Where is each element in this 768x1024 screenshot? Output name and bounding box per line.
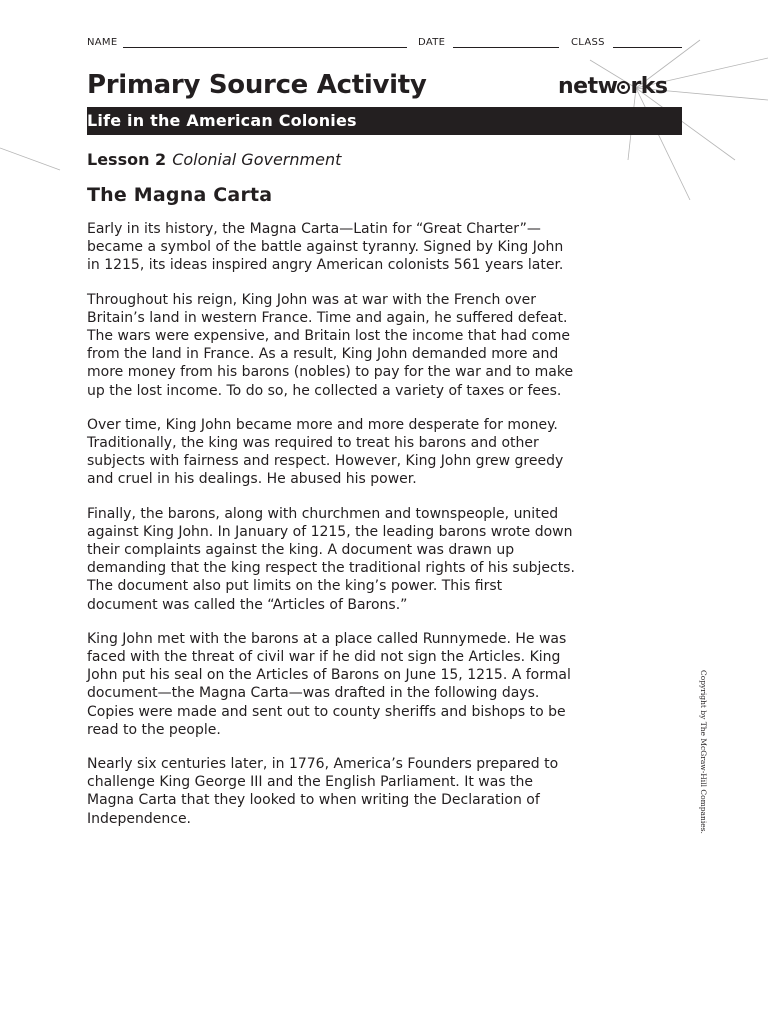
starburst-decoration	[0, 0, 768, 200]
copyright-notice: Copyright by The McGraw-Hill Companies.	[699, 670, 708, 834]
paragraph-3: Over time, King John became more and more desperate for money. Traditionally, the king was required to treat his barons and other subjects with fairness and respect. However, King John grew greedy and cruel in his dealings. He abused his power.	[87, 416, 564, 488]
logo-text-end: rks	[630, 74, 668, 99]
name-field-line[interactable]	[123, 47, 407, 48]
class-label: CLASS	[571, 37, 605, 48]
paragraph-2: Throughout his reign, King John was at war with the French over Britain’s land in western France. Time and again, he suffered defeat. The wars were expensive, and Britain lost the income that had come from the land in France. As a result, King John demanded more and more money from his barons (nobles) to pay for the war and to make up the lost income. To do so, he collected a variety of taxes or fees.	[87, 291, 574, 399]
lesson-name: Colonial Government	[172, 150, 342, 169]
article-body	[87, 220, 577, 844]
paragraph-6: Nearly six centuries later, in 1776, America’s Founders prepared to challenge King George III and the English Parliament. It was the Magna Carta that they looked to when writing the Declaration of Independence.	[87, 756, 559, 827]
networks-logo	[558, 74, 668, 99]
student-info-bar	[87, 37, 682, 53]
logo-target-icon	[617, 81, 630, 94]
date-field-line[interactable]	[453, 47, 559, 48]
page-title: Primary Source Activity	[87, 70, 427, 100]
lesson-number: Lesson 2	[87, 150, 167, 169]
section-heading: The Magna Carta	[87, 184, 273, 206]
date-label: DATE	[418, 37, 446, 48]
paragraph-5: King John met with the barons at a place called Runnymede. He was faced with the threat of civil war if he did not sign the Articles. King John put his seal on the Articles of Barons on June 15, 1215. A formal document—the Magna Carta—was drafted in the following days. Copies were made and sent out to county sheriffs and bishops to be read to the people.	[87, 630, 571, 738]
unit-title: Life in the American Colonies	[87, 111, 357, 130]
paragraph-4: Finally, the barons, along with churchmen and townspeople, united against King John. In January of 1215, the leading barons wrote down their complaints against the king. A document was drawn up demanding that the king respect the traditional rights of his subjects. The document also put limits on the king’s power. This first document was called the “Articles of Barons.”	[87, 505, 575, 613]
lesson-title	[87, 150, 341, 169]
class-field-line[interactable]	[613, 47, 682, 48]
paragraph-1: Early in its history, the Magna Carta—Latin for “Great Charter”—became a symbol of the battle against tyranny. Signed by King John in 1215, its ideas inspired angry American colonists 561 years later.	[87, 221, 564, 274]
name-label: NAME	[87, 37, 118, 48]
logo-text-start: netw	[558, 74, 618, 99]
unit-title-band	[87, 107, 682, 135]
